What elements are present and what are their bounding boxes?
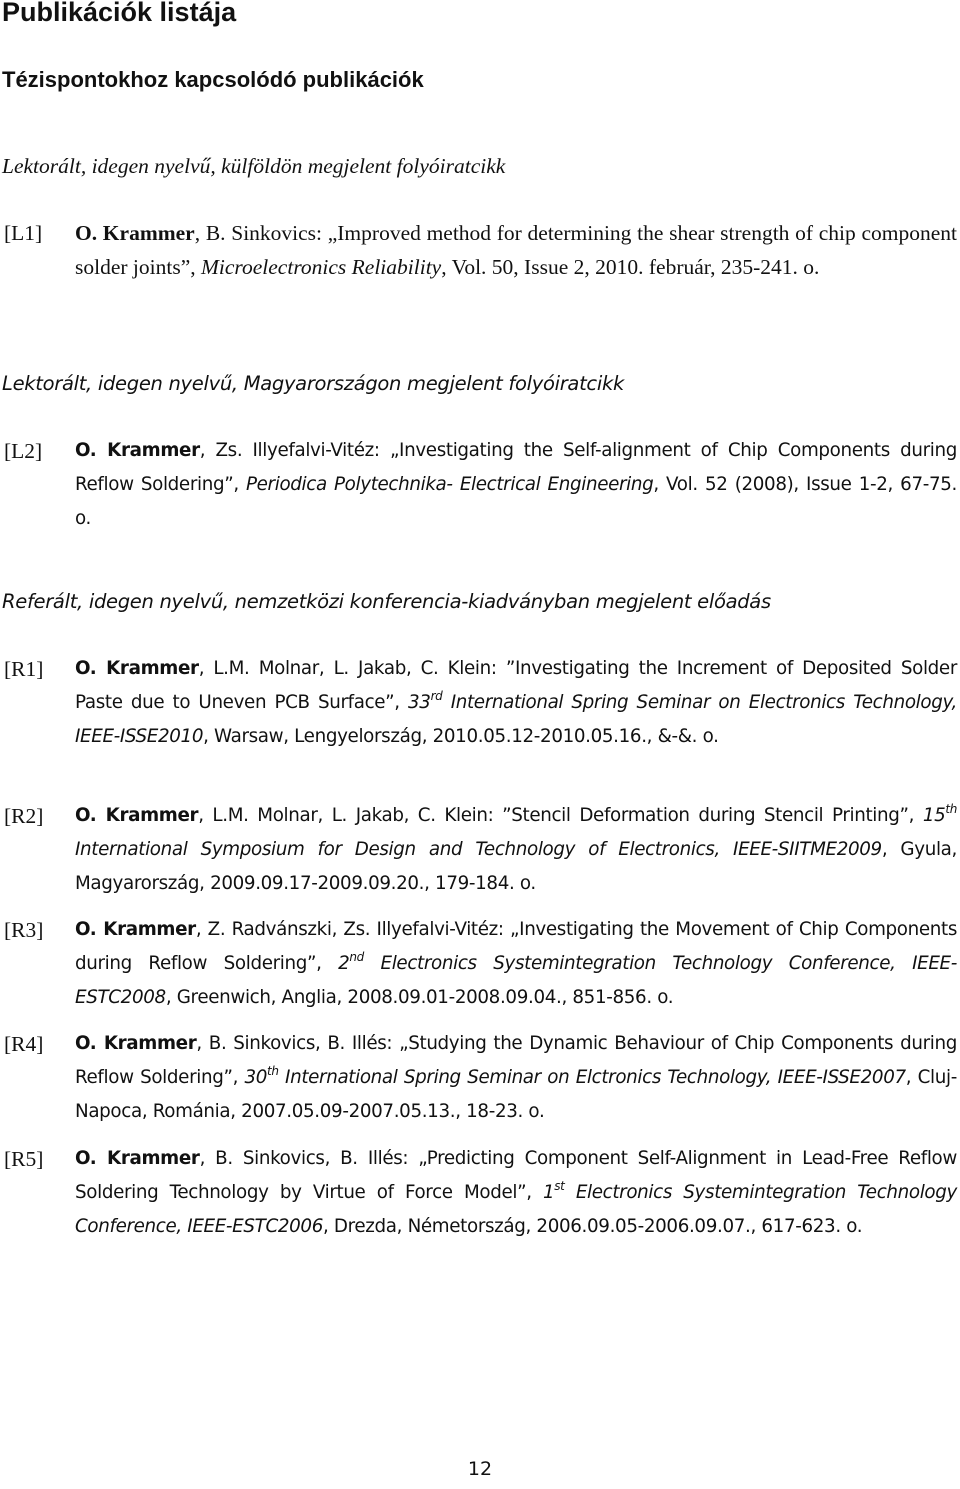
entry-details: , Cluj-Napoca, Románia, 2007.05.09-2007.05.13., 18-23. o.	[75, 1067, 957, 1122]
entry-coauthors: , B. Sinkovics, B. Illés:	[196, 1033, 400, 1054]
entry-coauthors: , Z. Radvánszki, Zs. Illyefalvi-Vitéz:	[195, 919, 511, 940]
entry-details: , Warsaw, Lengyelország, 2010.05.12-2010.05.16., &-&. o.	[203, 726, 719, 747]
entry-coauthors: , Zs. Illyefalvi-Vitéz:	[199, 440, 390, 461]
entry-venue-number: 15	[922, 805, 946, 826]
entry-venue-number: 2	[338, 953, 350, 974]
entry-details: , Greenwich, Anglia, 2008.09.01-2008.09.04., 851-856. o.	[165, 987, 674, 1008]
entry-title: „Studying the Dynamic Behaviour of Chip Components during Reflow Soldering”,	[75, 1033, 957, 1088]
entry-venue-ordinal: th	[267, 1064, 279, 1078]
entry-text	[75, 913, 957, 1015]
entry-venue-number: 30	[244, 1067, 268, 1088]
page-title: Publikációk listája	[2, 0, 237, 27]
entry-text	[75, 1142, 957, 1244]
entry-title: ”Investigating the Increment of Deposited Solder Paste due to Uneven PCB Surface”,	[75, 658, 957, 713]
page-subtitle: Tézispontokhoz kapcsolódó publikációk	[2, 67, 424, 92]
entry-details: , Vol. 50, Issue 2, 2010. február, 235-241. o.	[441, 255, 820, 279]
entry-coauthors: , L.M. Molnar, L. Jakab, C. Klein:	[198, 805, 503, 826]
entry-title: ”Stencil Deformation during Stencil Printing”,	[502, 805, 923, 826]
entry-label: [R5]	[4, 1147, 44, 1171]
entry-title: „Investigating the Self-alignment of Chip Components during Reflow Soldering”,	[75, 440, 957, 495]
entry-coauthors: , B. Sinkovics:	[194, 221, 328, 245]
entry-label: [R2]	[4, 804, 44, 828]
entry-label: [R4]	[4, 1032, 44, 1056]
entry-main-author: O. Krammer	[75, 221, 195, 245]
entry-text	[75, 434, 957, 536]
entry-main-author: O. Krammer	[75, 805, 199, 826]
entry-venue-ordinal: rd	[430, 689, 443, 703]
entry-title: „Investigating the Movement of Chip Components during Reflow Soldering”,	[75, 919, 958, 974]
entry-venue: Electronics Systemintegration Technology Conference, IEEE-ESTC2008	[75, 953, 957, 1008]
entry-main-author: O. Krammer	[75, 1033, 197, 1054]
entry-venue-number: 33	[408, 692, 431, 713]
page-number: 12	[467, 1458, 493, 1480]
entry-main-author: O. Krammer	[75, 440, 200, 461]
entry-venue: International Spring Seminar on Electronics Technology, IEEE-ISSE2010	[75, 692, 957, 747]
entry-label: [L2]	[4, 439, 43, 463]
entry-main-author: O. Krammer	[75, 658, 199, 679]
entry-title: „Improved method for determining the shear strength of chip component solder joints”,	[75, 221, 957, 279]
entry-venue-ordinal: st	[554, 1179, 565, 1193]
entry-title: „Predicting Component Self-Alignment in Lead-Free Reflow Soldering Technology by Virtue of Force Model”,	[75, 1148, 957, 1203]
entry-text	[75, 652, 957, 754]
entry-venue: Electronics Systemintegration Technology Conference, IEEE-ESTC2006	[75, 1182, 957, 1237]
entry-coauthors: , B. Sinkovics, B. Illés:	[199, 1148, 419, 1169]
entry-details: , Drezda, Németország, 2006.09.05-2006.09.07., 617-623. o.	[323, 1216, 863, 1237]
entry-main-author: O. Krammer	[75, 919, 196, 940]
entry-venue-ordinal: nd	[349, 950, 364, 964]
section-heading-conference: Referált, idegen nyelvű, nemzetközi konferencia-kiadványban megjelent előadás	[2, 590, 771, 613]
entry-label: [R1]	[4, 657, 44, 681]
entry-label: [R3]	[4, 918, 44, 942]
entry-main-author: O. Krammer	[75, 1148, 200, 1169]
entry-venue-ordinal: th	[945, 802, 957, 816]
entry-label: [L1]	[4, 221, 43, 245]
entry-text	[75, 1027, 957, 1129]
entry-text	[75, 216, 957, 284]
entry-venue: Periodica Polytechnika- Electrical Engineering	[245, 474, 654, 495]
section-heading-hungarian-journal: Lektorált, idegen nyelvű, Magyarországon megjelent folyóiratcikk	[2, 372, 624, 395]
entry-coauthors: , L.M. Molnar, L. Jakab, C. Klein:	[198, 658, 506, 679]
entry-venue: International Spring Seminar on Elctronics Technology, IEEE-ISSE2007	[278, 1067, 906, 1088]
entry-venue-number: 1	[542, 1182, 555, 1203]
entry-text	[75, 799, 957, 901]
entry-details: , Gyula, Magyarország, 2009.09.17-2009.09.20., 179-184. o.	[75, 839, 957, 894]
section-heading-foreign-journal: Lektorált, idegen nyelvű, külföldön megjelent folyóiratcikk	[2, 154, 506, 178]
entry-venue: Microelectronics Reliability	[201, 255, 442, 279]
entry-venue: International Symposium for Design and Technology of Electronics, IEEE-SIITME2009	[75, 839, 882, 860]
entry-details: , Vol. 52 (2008), Issue 1-2, 67-75. o.	[75, 474, 958, 529]
